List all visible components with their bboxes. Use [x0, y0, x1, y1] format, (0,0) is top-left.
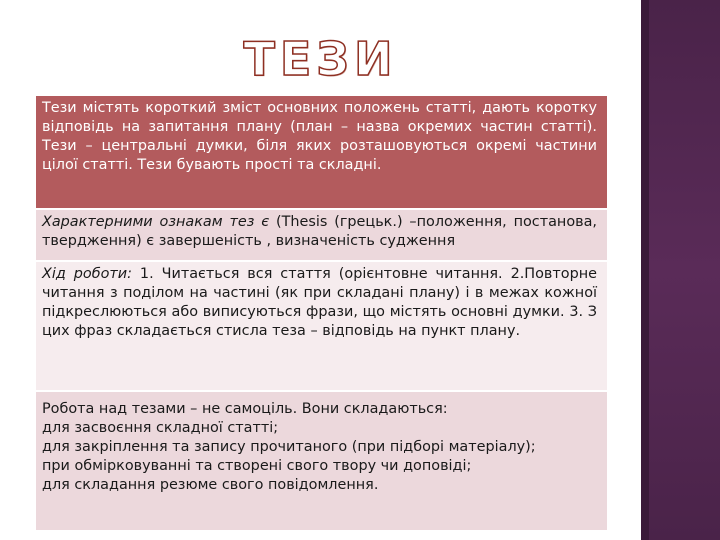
slide-title: ТЕЗИ	[243, 32, 398, 86]
content-table	[36, 96, 607, 532]
row-procedure-lead: Хід роботи:	[42, 266, 132, 282]
purpose-line: Робота над тезами – не самоціль. Вони складаються:	[42, 401, 448, 417]
row-procedure-text: 1. Читається вся стаття (орієнтовне читання. 2.Повторне читання з поділом на частині (як при складані плану) і в межах кожної підкреслюються або виписуються фрази, що містять основні думки. 3. З цих фраз складається стисла теза – відповідь на пункт плану.	[42, 266, 597, 339]
row-features-text: (Thesis (грецьк.) –положення, постанова, твердження) є завершеність , визначеність судження	[42, 214, 597, 249]
decorative-side-strip	[641, 0, 720, 540]
row-definition	[36, 96, 607, 210]
purpose-line: для засвоєння складної статті;	[42, 420, 279, 436]
row-procedure	[36, 262, 607, 392]
purpose-line: для складання резюме свого повідомлення.	[42, 477, 379, 493]
row-definition-text: Тези містять короткий зміст основних положень статті, дають коротку відповідь на запитання плану (план – назва окремих частин статті). Тези – центральні думки, біля яких розташовуються окремі частини цілої статті. Тези бувають прості та складні.	[42, 100, 597, 173]
purpose-line: для закріплення та запису прочитаного (при підборі матеріалу);	[42, 439, 536, 455]
row-purposes	[36, 392, 607, 532]
purpose-line: при обмірковуванні та створені свого твору чи доповіді;	[42, 458, 472, 474]
row-features-lead: Характерними ознакам тез є	[42, 214, 270, 230]
row-features	[36, 210, 607, 262]
